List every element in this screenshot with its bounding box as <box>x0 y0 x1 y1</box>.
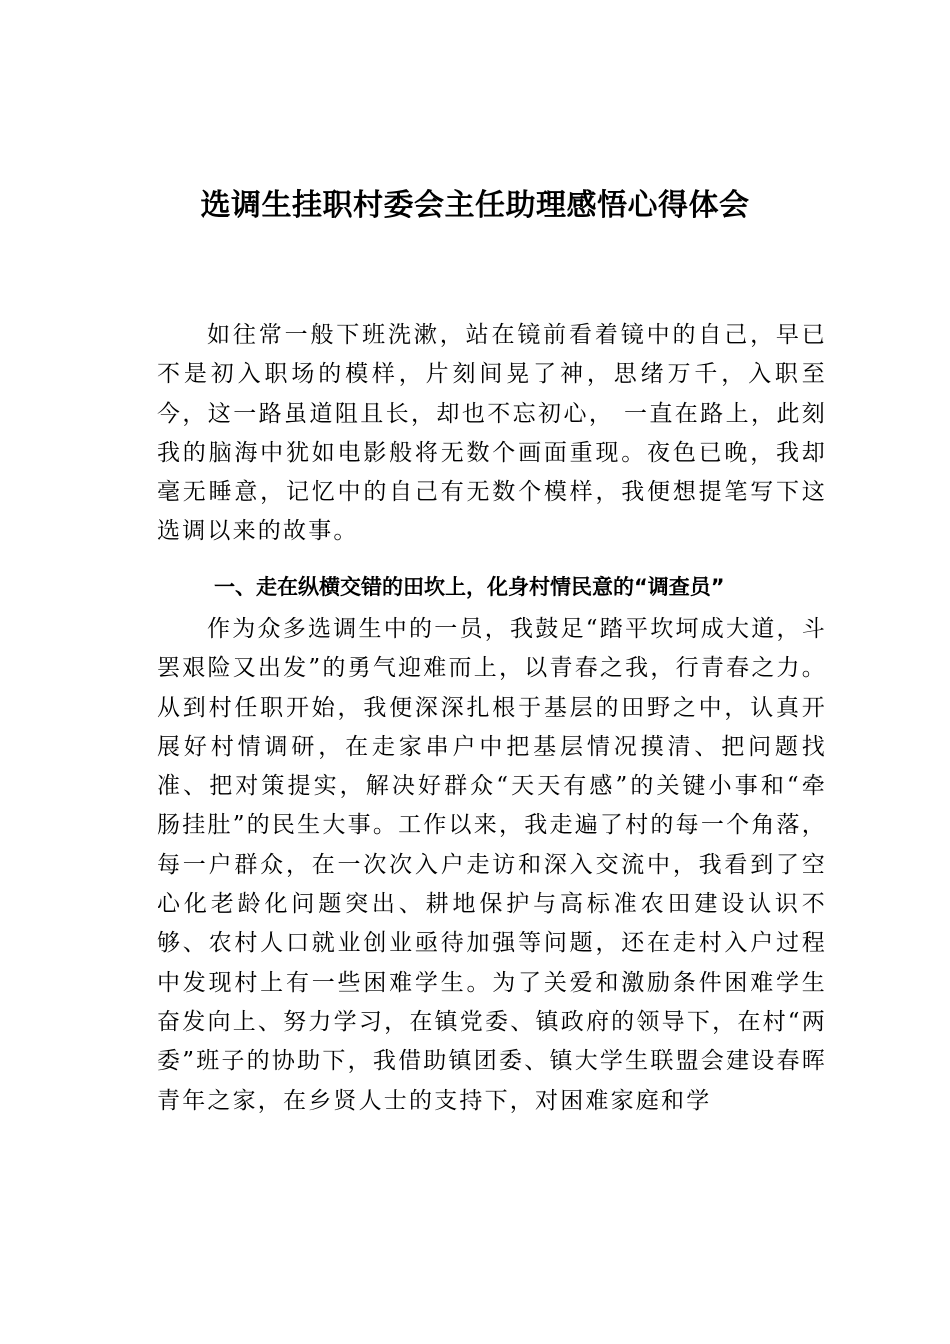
section-heading: 一、走在纵横交错的田坎上，化身村情民意的“调查员” <box>214 575 725 599</box>
section-paragraph: 作为众多选调生中的一员，我鼓足“踏平坎坷成大道，斗罢艰险又出发”的勇气迎难而上，以青春之我，行青春之力。从到村任职开始，我便深深扎根于基层的田野之中，认真开展好村情调研，在走家串户中把基层情况摸清、把问题找准、把对策提实，解决好群众“天天有感”的关键小事和“牵肠挂肚”的民生大事。工作以来，我走遍了村的每一个角落，每一户群众，在一次次入户走访和深入交流中，我看到了空心化老龄化问题突出、耕地保护与高标准农田建设认识不够、农村人口就业创业亟待加强等问题，还在走村入户过程中发现村上有一些困难学生。为了关爱和激励条件困难学生奋发向上、努力学习，在镇党委、镇政府的领导下，在村“两委”班子的协助下，我借助镇团委、镇大学生联盟会建设春晖青年之家，在乡贤人士的支持下，对困难家庭和学 <box>157 616 827 1114</box>
document-title: 选调生挂职村委会主任助理感悟心得体会 <box>200 188 750 223</box>
intro-paragraph: 如往常一般下班洗漱，站在镜前看着镜中的自己，早已不是初入职场的模样，片刻间晃了神，思绪万千，入职至今，这一路虽道阻且长，却也不忘初心， 一直在路上，此刻我的脑海中犹如电影般将无数个画面重现。夜色已晚，我却毫无睡意，记忆中的自己有无数个模样，我便想提笔写下这选调以来的故事。 <box>157 322 827 545</box>
